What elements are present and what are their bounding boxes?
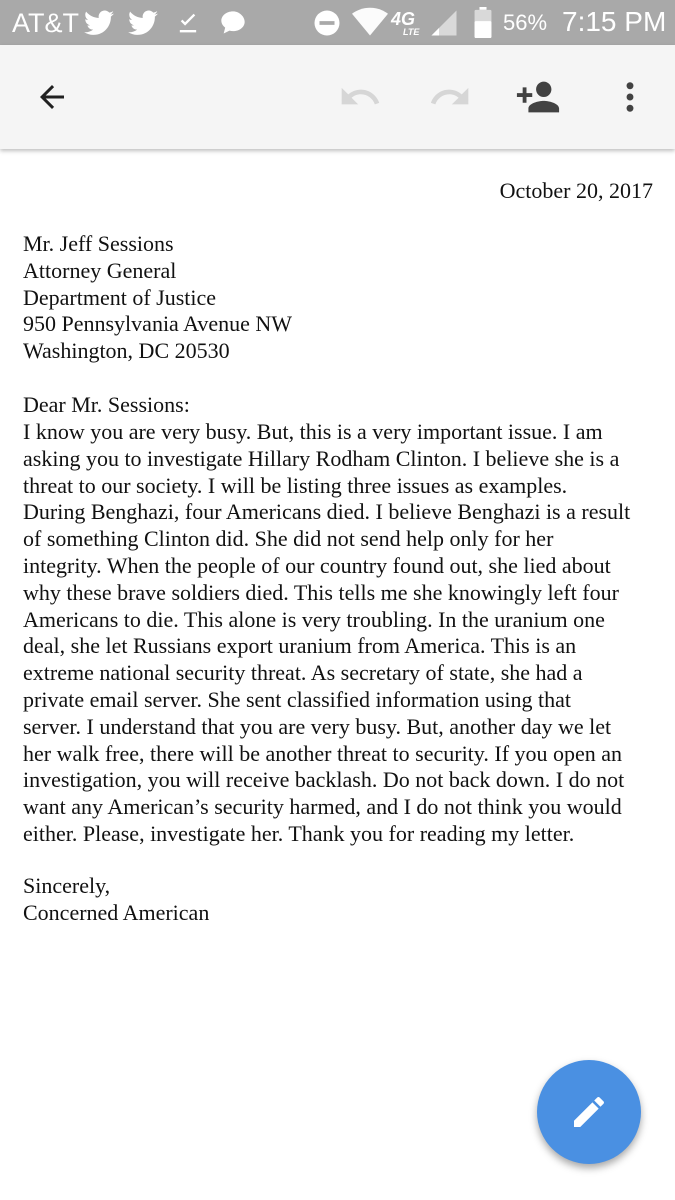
redo-button[interactable] [426, 73, 474, 121]
battery-percent: 56% [503, 10, 548, 35]
edit-fab-button[interactable] [537, 1060, 641, 1164]
do-not-disturb-icon [312, 8, 342, 43]
more-vert-icon [612, 77, 648, 117]
body-line: private email server. She sent classified information using that [23, 686, 572, 712]
body-line: of something Clinton did. She did not send help only for her [23, 526, 554, 552]
toolbar [0, 45, 675, 149]
recipient-line: Attorney General [23, 257, 177, 283]
network-label: 4G [391, 9, 416, 29]
recipient-address [23, 231, 292, 365]
carrier-label: AT&T [12, 8, 79, 38]
signature-text: Concerned American [23, 899, 210, 925]
twitter-icon [84, 10, 114, 41]
body-line: her walk free, there will be another threat to security. If you open an [23, 740, 623, 766]
signal-icon [428, 8, 460, 43]
more-options-button[interactable] [606, 73, 654, 121]
body-line: investigation, you will receive backlash. Do not back down. I do not [23, 767, 625, 793]
share-button[interactable] [514, 73, 562, 121]
download-done-icon [174, 9, 202, 42]
battery-icon [474, 7, 492, 43]
letter-closing [23, 873, 209, 927]
body-line: want any American’s security harmed, and I do not think you would [23, 794, 622, 820]
clock: 7:15 PM [562, 6, 667, 37]
salutation: Dear Mr. Sessions: [23, 392, 190, 417]
recipient-line: Washington, DC 20530 [23, 338, 230, 364]
undo-icon [338, 75, 382, 119]
add-person-icon [515, 74, 561, 120]
edit-pencil-icon [569, 1092, 609, 1132]
body-line: During Benghazi, four Americans died. I believe Benghazi is a result [23, 499, 631, 525]
body-line: either. Please, investigate her. Thank you for reading my letter. [23, 820, 575, 846]
letter-body [23, 419, 655, 848]
closing-text: Sincerely, [23, 873, 111, 898]
chat-icon [218, 9, 248, 42]
recipient-line: 950 Pennsylvania Avenue NW [23, 311, 293, 337]
body-line: extreme national security threat. As secretary of state, she had a [23, 660, 583, 686]
undo-button[interactable] [336, 73, 384, 121]
body-line: Americans to die. This alone is very troubling. In the uranium one [23, 606, 605, 632]
redo-icon [428, 75, 472, 119]
body-line: deal, she let Russians export uranium from America. This is an [23, 633, 577, 659]
network-type [391, 10, 415, 28]
body-line: threat to our society. I will be listing three issues as examples. [23, 472, 568, 498]
body-line: integrity. When the people of our country found out, she lied about [23, 552, 611, 578]
body-line: why these brave soldiers died. This tells me she knowingly left four [23, 579, 619, 605]
back-button[interactable] [28, 73, 76, 121]
body-line: I know you are very busy. But, this is a very important issue. I am [23, 419, 603, 444]
body-line: asking you to investigate Hillary Rodham Clinton. I believe she is a [23, 445, 620, 471]
document-page [0, 151, 675, 1200]
wifi-icon [352, 7, 388, 42]
back-arrow-icon [34, 79, 70, 115]
status-bar [0, 0, 675, 45]
body-line: server. I understand that you are very busy. But, another day we let [23, 713, 612, 739]
recipient-line: Mr. Jeff Sessions [23, 231, 174, 256]
letter-date: October 20, 2017 [499, 178, 653, 203]
twitter-icon [128, 10, 158, 41]
network-sub-label: LTE [403, 27, 420, 37]
recipient-line: Department of Justice [23, 284, 217, 310]
